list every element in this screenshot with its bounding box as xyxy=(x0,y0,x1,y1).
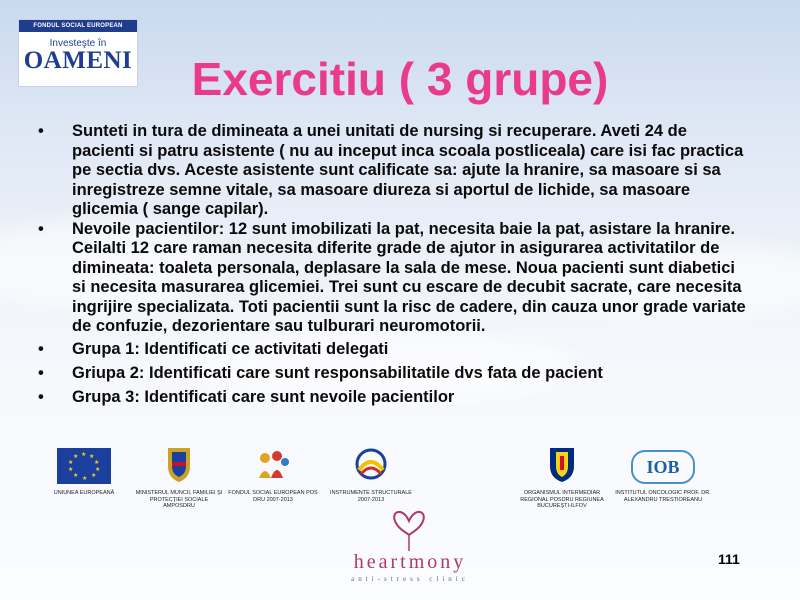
romania-coat-of-arms-icon xyxy=(546,444,578,484)
iob-logo xyxy=(615,444,711,503)
partner-label: MINISTERUL MUNCII, FAMILIEI ŞI PROTECŢIEI SOCIALE AMPOSDRU xyxy=(135,490,223,509)
heartmony-heart-logo xyxy=(389,503,429,553)
bullet-dot: • xyxy=(38,122,44,140)
bullet-item xyxy=(38,122,748,220)
partner-label: INSTITUTUL ONCOLOGIC PROF. DR. ALEXANDRU TRESTIOREANU xyxy=(615,490,711,503)
iob-text: IOB xyxy=(631,450,695,484)
logo-main-text: OAMENI xyxy=(23,47,133,74)
brand-tagline: anti-stress clinic xyxy=(351,575,469,583)
bullet-text: Grupa 1: Identificati ce activitati delegati xyxy=(72,339,389,358)
fse-logo xyxy=(228,444,318,503)
bullet-text: Griupa 2: Identificati care sunt responsabilitatile dvs fata de pacient xyxy=(72,363,603,382)
bullet-dot: • xyxy=(38,387,44,406)
partner-label: FONDUL SOCIAL EUROPEAN POS DRU 2007-2013 xyxy=(228,490,318,503)
coat-of-arms-icon xyxy=(164,444,194,484)
partner-label: ORGANISMUL INTERMEDIAR REGIONAL POSDRU REGIUNEA BUCUREŞTI-ILFOV xyxy=(520,490,604,509)
page-number: 111 xyxy=(718,551,740,567)
bullet-text: Grupa 3: Identificati care sunt nevoile pacientilor xyxy=(72,387,455,406)
instrumente-structurale-logo xyxy=(330,444,412,503)
eu-flag-icon: ★ ★ ★ ★ ★ ★ ★ ★ ★ ★ xyxy=(57,448,111,484)
bullet-dot: • xyxy=(38,219,44,238)
bullet-item xyxy=(38,361,748,385)
logo-top-text: FONDUL SOCIAL EUROPEAN xyxy=(19,20,137,32)
eu-flag-logo xyxy=(52,444,116,496)
logo-sub-text: Investeşte în xyxy=(49,38,107,49)
bullet-text: Sunteti in tura de dimineata a unei unitati de nursing si recuperare. Aveti 24 de pacienti si patru asistente ( nu au inceput inca scoala postliceala) care isi fac practica pe sectia dvs. Aceste asistente sunt calificate sa: ajute la hranire, sa masoare si sa inregistreze semne vitale, sa masoare diureza si aportul de lichide, sa masoare glicemia ( sange capilar). xyxy=(72,122,744,218)
bullet-dot: • xyxy=(38,339,44,358)
star-circle-icon xyxy=(351,444,391,484)
posdru-regional-logo xyxy=(520,444,604,509)
ministry-coat-of-arms-logo xyxy=(135,444,223,509)
partner-label: INSTRUMENTE STRUCTURALE 2007-2013 xyxy=(330,490,412,503)
bullet-item xyxy=(38,220,748,337)
slide-title: Exercitiu ( 3 grupe) xyxy=(191,53,609,105)
partner-label: UNIUNEA EUROPEANĂ xyxy=(53,490,115,496)
bullet-dot: • xyxy=(38,363,44,382)
brand-name: heartmony xyxy=(353,551,467,573)
partner-logos-strip xyxy=(52,444,711,509)
people-figures-icon xyxy=(253,444,293,484)
bullet-text: Nevoile pacientilor: 12 sunt imobilizati la pat, necesita baie la pat, asistare la hranire. Ceilalti 12 care raman necesita diferite grade de ajutor in asigurarea activitatilor de dimineata: toaleta personala, deplasare la sala de mese. Noua pacienti sunt diabetici si necesita masurarea glicemiei. Trei sunt cu escare de decubit sacrate, care necesita ingrijire specializata. Toti pacientii sunt la risc de cadere, din cauza unor grade variate de confuzie, dezorientare sau tulburari neuromotorii. xyxy=(72,219,746,335)
bullet-item xyxy=(38,385,748,409)
bullet-item xyxy=(38,337,748,361)
bullet-list xyxy=(38,122,748,409)
